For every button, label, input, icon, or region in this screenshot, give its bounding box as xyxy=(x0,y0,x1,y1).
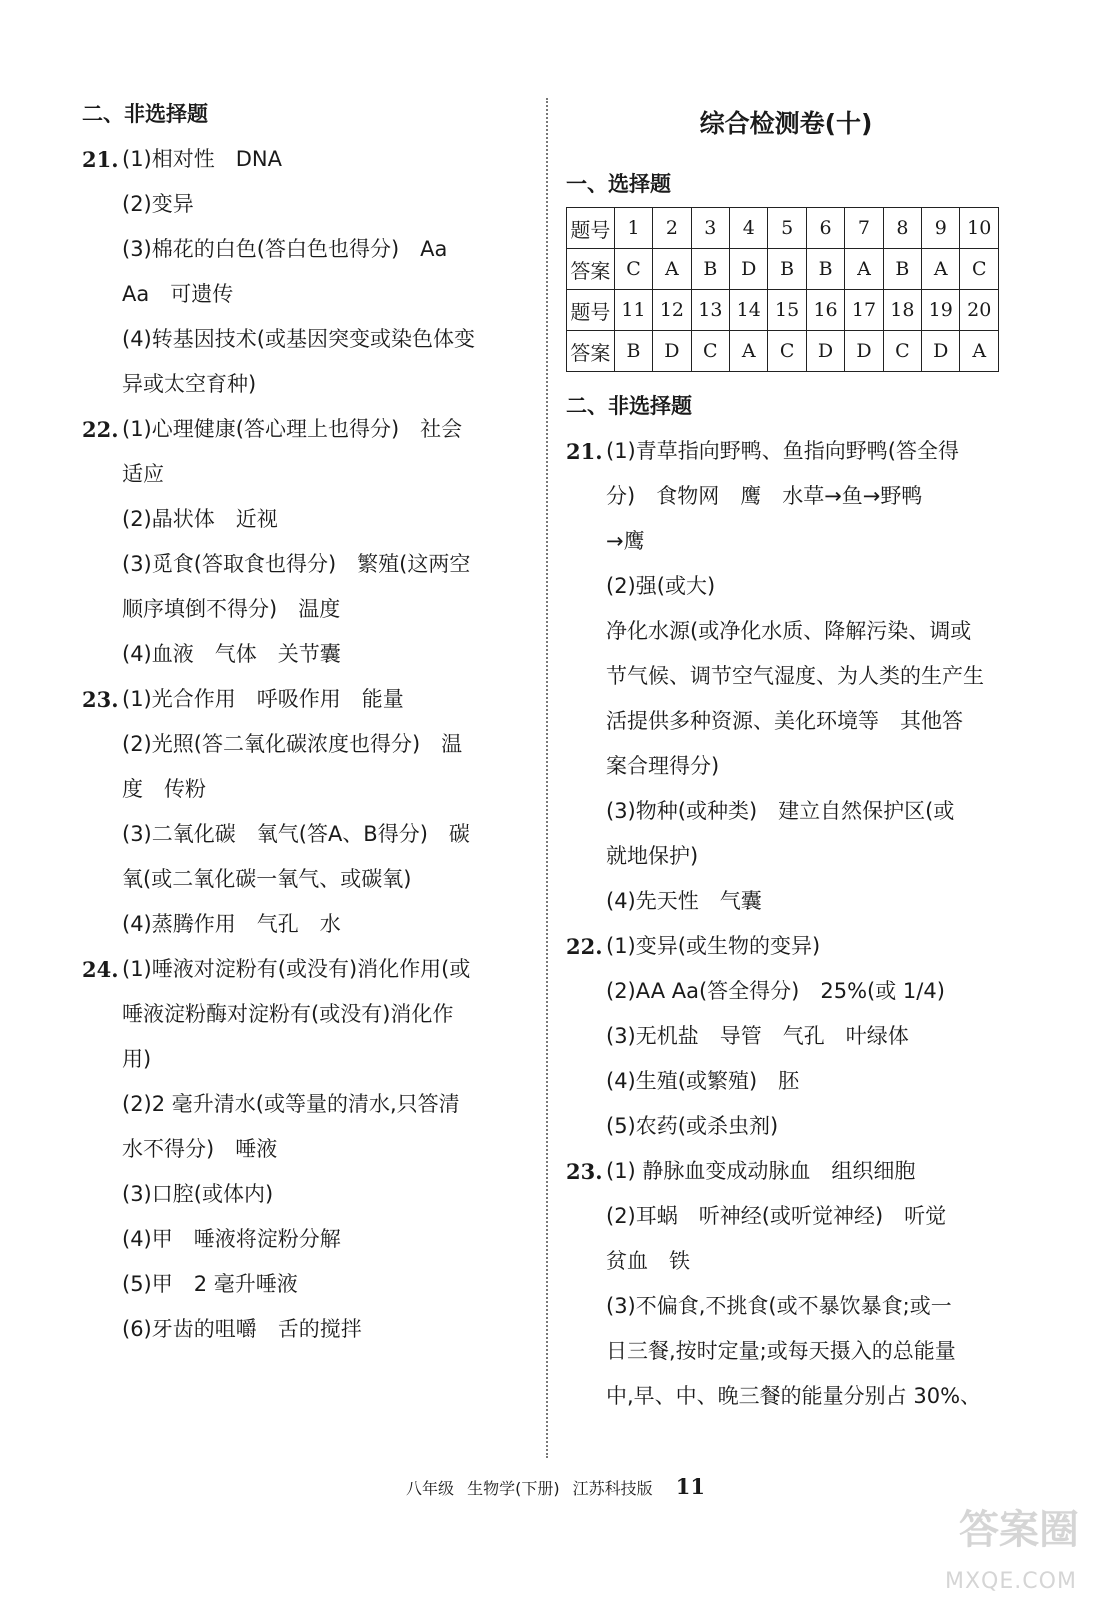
table-row xyxy=(567,208,999,249)
answer-cell: C xyxy=(883,331,921,372)
answer-line: (3)不偏食,不挑食(或不暴饮暴食;或一 xyxy=(606,1294,952,1318)
column-divider xyxy=(546,98,548,1458)
table-label-number: 题号 xyxy=(567,290,615,331)
answer-line: (2)耳蜗 听神经(或听觉神经) 听觉 xyxy=(606,1204,947,1228)
answer-line xyxy=(82,407,522,452)
answer-cell: A xyxy=(922,249,960,290)
answer-line: (3)二氧化碳 氧气(答A、B得分) 碳 xyxy=(122,822,470,846)
question-number-cell: 17 xyxy=(845,290,883,331)
answer-line: (2)AA Aa(答全得分) 25%(或 1/4) xyxy=(606,979,945,1003)
footer-edition: 江苏科技版 xyxy=(572,1479,653,1498)
question-number-cell: 4 xyxy=(730,208,768,249)
page-number: 11 xyxy=(675,1474,706,1499)
question-number-cell: 13 xyxy=(691,290,729,331)
question-number: 23. xyxy=(82,687,119,712)
answer-line: 净化水源(或净化水质、降解污染、调或 xyxy=(606,619,972,643)
answer-text: (1) 静脉血变成动脉血 组织细胞 xyxy=(606,1159,916,1183)
answer-line: 分) 食物网 鹰 水草→鱼→野鸭 xyxy=(606,484,923,508)
answer-line: 中,早、中、晚三餐的能量分别占 30%、 xyxy=(606,1384,982,1408)
question-number-cell: 7 xyxy=(845,208,883,249)
answer-line: 氧(或二氧化碳一氧气、或碳氧) xyxy=(122,867,412,891)
section-heading: 二、非选择题 xyxy=(82,102,208,126)
answer-line: (4)血液 气体 关节囊 xyxy=(122,642,341,666)
table-row xyxy=(567,249,999,290)
question-number: 21. xyxy=(566,439,603,464)
answer-line: (3)觅食(答取食也得分) 繁殖(这两空 xyxy=(122,552,471,576)
question-number-cell: 20 xyxy=(960,290,999,331)
answer-text: (1)光合作用 呼吸作用 能量 xyxy=(122,687,404,711)
answer-text: (1)唾液对淀粉有(或没有)消化作用(或 xyxy=(122,957,471,981)
answer-line xyxy=(82,677,522,722)
answer-line: (4)生殖(或繁殖) 胚 xyxy=(606,1069,800,1093)
answer-line: (3)口腔(或体内) xyxy=(122,1182,274,1206)
answer-cell: A xyxy=(960,331,999,372)
table-label-answer: 答案 xyxy=(567,331,615,372)
watermark-url: MXQE.COM xyxy=(945,1569,1077,1594)
answer-line: 唾液淀粉酶对淀粉有(或没有)消化作 xyxy=(122,1002,454,1026)
answer-line xyxy=(566,924,1006,969)
answer-line xyxy=(82,947,522,992)
question-number-cell: 11 xyxy=(614,290,652,331)
table-row xyxy=(567,290,999,331)
answer-line: 日三餐,按时定量;或每天摄入的总能量 xyxy=(606,1339,956,1363)
left-column xyxy=(82,92,522,1352)
answer-line xyxy=(566,1149,1006,1194)
question-block xyxy=(566,429,1006,924)
answer-cell: D xyxy=(922,331,960,372)
left-questions xyxy=(82,137,522,1352)
answer-line: 案合理得分) xyxy=(606,754,720,778)
question-number-cell: 18 xyxy=(883,290,921,331)
table-label-answer: 答案 xyxy=(567,249,615,290)
answer-line: (4)转基因技术(或基因突变或染色体变 xyxy=(122,327,475,351)
answer-line: (4)先天性 气囊 xyxy=(606,889,762,913)
answer-cell: B xyxy=(768,249,806,290)
answer-text: (1)变异(或生物的变异) xyxy=(606,934,821,958)
section-heading-choice: 一、选择题 xyxy=(566,172,671,196)
answer-cell: D xyxy=(845,331,883,372)
answer-line: (5)农药(或杀虫剂) xyxy=(606,1114,779,1138)
answer-cell: B xyxy=(883,249,921,290)
answer-cell: C xyxy=(768,331,806,372)
watermark-text: 答案圈 xyxy=(959,1507,1079,1553)
question-number-cell: 8 xyxy=(883,208,921,249)
answer-cell: B xyxy=(806,249,844,290)
question-number: 24. xyxy=(82,957,119,982)
question-number-cell: 15 xyxy=(768,290,806,331)
answer-cell: D xyxy=(806,331,844,372)
answer-cell: A xyxy=(845,249,883,290)
answer-line: 水不得分) 唾液 xyxy=(122,1137,278,1161)
question-number-cell: 19 xyxy=(922,290,960,331)
question-block xyxy=(566,924,1006,1149)
right-questions xyxy=(566,429,1006,1419)
question-block xyxy=(82,947,522,1352)
answer-cell: C xyxy=(960,249,999,290)
answer-line: 就地保护) xyxy=(606,844,699,868)
question-block xyxy=(82,407,522,677)
table-row xyxy=(567,331,999,372)
question-number-cell: 12 xyxy=(653,290,691,331)
answer-line xyxy=(566,429,1006,474)
answer-cell: A xyxy=(730,331,768,372)
answer-cell: C xyxy=(614,249,652,290)
question-number: 23. xyxy=(566,1159,603,1184)
answer-line: 用) xyxy=(122,1047,152,1071)
answer-text: (1)心理健康(答心理上也得分) 社会 xyxy=(122,417,463,441)
question-number: 21. xyxy=(82,147,119,172)
answer-cell: D xyxy=(730,249,768,290)
answer-cell: D xyxy=(653,331,691,372)
answer-text: (1)相对性 DNA xyxy=(122,147,282,171)
answer-cell: C xyxy=(691,331,729,372)
answer-text: (1)青草指向野鸭、鱼指向野鸭(答全得 xyxy=(606,439,959,463)
question-number-cell: 2 xyxy=(653,208,691,249)
answer-cell: B xyxy=(614,331,652,372)
answer-line: (2)晶状体 近视 xyxy=(122,507,278,531)
question-number-cell: 16 xyxy=(806,290,844,331)
question-number-cell: 9 xyxy=(922,208,960,249)
answer-cell: A xyxy=(653,249,691,290)
section-heading-nonchoice: 二、非选择题 xyxy=(566,394,692,418)
answer-line: (3)物种(或种类) 建立自然保护区(或 xyxy=(606,799,955,823)
question-number-cell: 5 xyxy=(768,208,806,249)
answer-line: 度 传粉 xyxy=(122,777,206,801)
question-block xyxy=(82,677,522,947)
question-block xyxy=(82,137,522,407)
answer-line: →鹰 xyxy=(606,529,645,553)
table-label-number: 题号 xyxy=(567,208,615,249)
answer-line: 节气候、调节空气湿度、为人类的生产生 xyxy=(606,664,984,688)
answer-line: 活提供多种资源、美化环境等 其他答 xyxy=(606,709,963,733)
question-number-cell: 6 xyxy=(806,208,844,249)
answer-line: (4)蒸腾作用 气孔 水 xyxy=(122,912,341,936)
footer-subject: 生物学(下册) xyxy=(467,1479,560,1498)
answer-line xyxy=(82,137,522,182)
answer-line: (3)无机盐 导管 气孔 叶绿体 xyxy=(606,1024,909,1048)
answer-line: (4)甲 唾液将淀粉分解 xyxy=(122,1227,341,1251)
answer-cell: B xyxy=(691,249,729,290)
answer-line: (2)变异 xyxy=(122,192,194,216)
answer-line: 适应 xyxy=(122,462,164,486)
answer-line: 贫血 铁 xyxy=(606,1249,690,1273)
question-number-cell: 10 xyxy=(960,208,999,249)
right-column xyxy=(566,92,1006,1419)
question-number-cell: 14 xyxy=(730,290,768,331)
question-number: 22. xyxy=(566,934,603,959)
question-number-cell: 1 xyxy=(614,208,652,249)
answer-line: (5)甲 2 毫升唾液 xyxy=(122,1272,298,1296)
answer-line: 顺序填倒不得分) 温度 xyxy=(122,597,341,621)
answer-line: (6)牙齿的咀嚼 舌的搅拌 xyxy=(122,1317,362,1341)
answer-line: (3)棉花的白色(答白色也得分) Aa xyxy=(122,237,448,261)
answer-line: (2)2 毫升清水(或等量的清水,只答清 xyxy=(122,1092,460,1116)
answer-line: 异或太空育种) xyxy=(122,372,257,396)
question-block xyxy=(566,1149,1006,1419)
paper-title: 综合检测卷(十) xyxy=(699,109,873,138)
question-number-cell: 3 xyxy=(691,208,729,249)
answer-line: (2)光照(答二氧化碳浓度也得分) 温 xyxy=(122,732,463,756)
question-number: 22. xyxy=(82,417,119,442)
answer-line: Aa 可遗传 xyxy=(122,282,234,306)
footer-grade: 八年级 xyxy=(405,1479,454,1498)
answer-table xyxy=(566,207,999,372)
answer-line: (2)强(或大) xyxy=(606,574,716,598)
watermark-logo xyxy=(939,1494,1099,1594)
